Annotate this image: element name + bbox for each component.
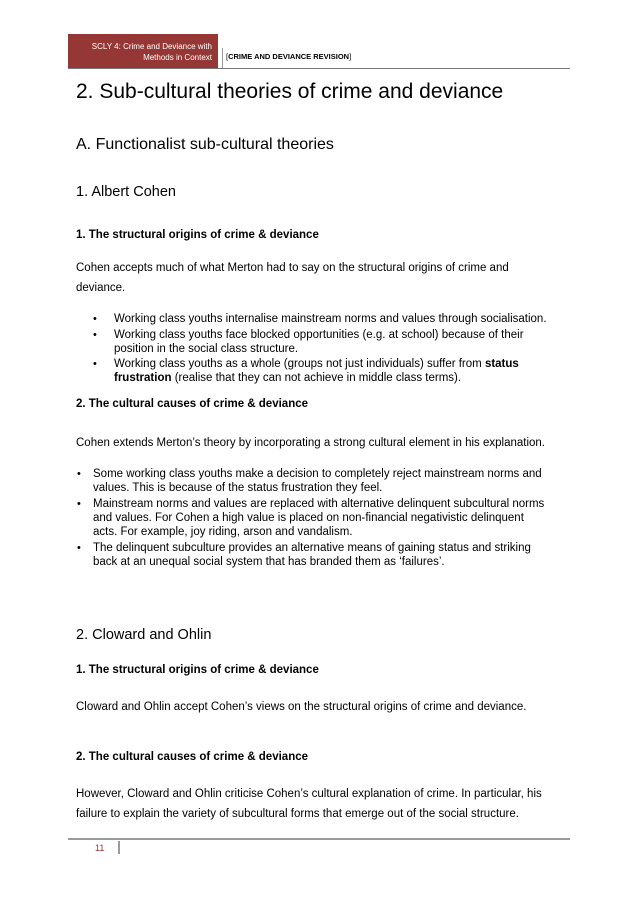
list-item: Mainstream norms and values are replaced with alternative delinquent subcultural norms and values. For Cohen a high value is placed on non-financial negativistic delinquent acts. For example, joy riding, arson and vandalism. xyxy=(93,498,545,538)
cloward-structural-paragraph: Cloward and Ohlin accept Cohen’s views on the structural origins of crime and deviance. xyxy=(76,701,527,713)
cohen-structural-paragraph: Cohen accepts much of what Merton had to say on the structural origins of crime and deviance. xyxy=(76,262,509,294)
cohen-structural-heading: 1. The structural origins of crime & deviance xyxy=(76,229,319,241)
course-line-2: Methods in Context xyxy=(143,53,212,62)
list-item: Some working class youths make a decision to completely reject mainstream norms and values. This is because of the status frustration they feel. xyxy=(93,468,542,494)
cohen-cultural-heading: 2. The cultural causes of crime & deviance xyxy=(76,398,309,410)
header-divider xyxy=(222,48,223,68)
footer-divider xyxy=(118,841,120,854)
header-rule xyxy=(68,68,570,69)
course-line-1: SCLY 4: Crime and Deviance with xyxy=(91,42,212,51)
cohen-cultural-paragraph: Cohen extends Merton’s theory by incorporating a strong cultural element in his explanation. xyxy=(76,437,546,449)
page-title: 2. Sub-cultural theories of crime and deviance xyxy=(76,80,504,103)
list-item: Working class youths as a whole (groups not just individuals) suffer from status frustration (realise that they can not achieve in middle class terms). xyxy=(114,358,519,384)
cloward-cultural-paragraph: However, Cloward and Ohlin criticise Cohen’s cultural explanation of crime. In particular, his failure to explain the variety of subcultural forms that emerge out of the social structure. xyxy=(76,788,542,820)
section-a-heading: A. Functionalist sub-cultural theories xyxy=(76,136,334,153)
cloward-heading: 2. Cloward and Ohlin xyxy=(76,627,212,643)
revision-label: [CRIME AND DEVIANCE REVISION] xyxy=(226,52,352,61)
list-item: Working class youths face blocked opportunities (e.g. at school) because of their position in the social class structure. xyxy=(114,329,524,355)
cloward-structural-heading: 1. The structural origins of crime & deviance xyxy=(76,664,319,676)
cohen-heading: 1. Albert Cohen xyxy=(76,184,176,200)
list-item: Working class youths internalise mainstream norms and values through socialisation. xyxy=(114,313,547,325)
list-item: The delinquent subculture provides an alternative means of gaining status and striking back at an unequal social system that has branded them as ‘failures’. xyxy=(93,542,531,568)
page-number: 11 xyxy=(95,843,105,853)
course-header-box xyxy=(68,34,218,68)
footer-rule xyxy=(68,838,570,840)
cloward-cultural-heading: 2. The cultural causes of crime & deviance xyxy=(76,751,309,763)
